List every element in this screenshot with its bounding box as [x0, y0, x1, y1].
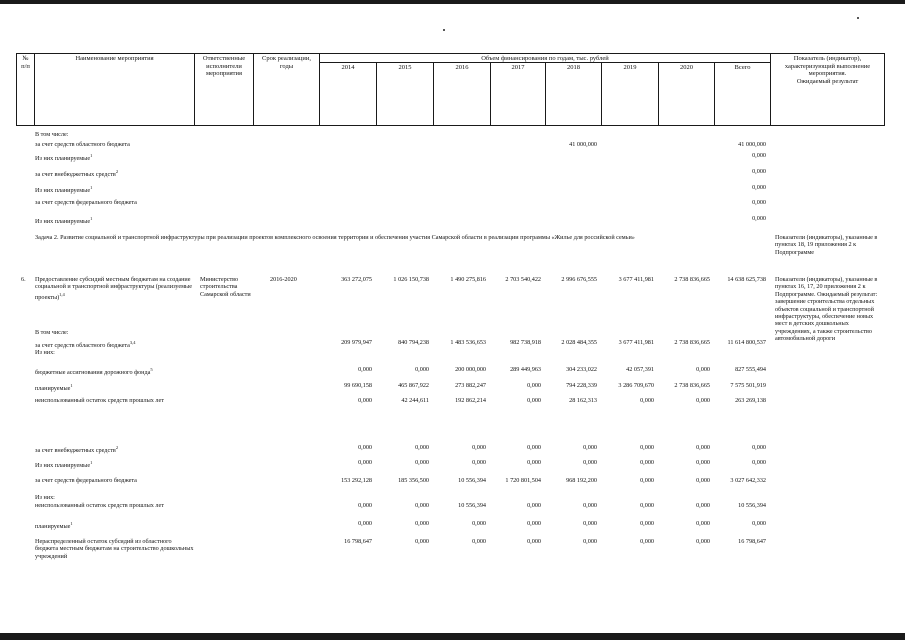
task2-heading: Задача 2. Развитие социальной и транспортной инфраструктуры при реализации проектов комплексного освоения территории и обеспечения участия Самарской области в реализации программы «Жилье для российской семьи» [35, 234, 635, 241]
scan-top-edge [0, 0, 905, 4]
value-total: 41 000,000 [738, 141, 766, 148]
value-year: 0,000 [696, 538, 710, 545]
value-year: 0,000 [527, 520, 541, 527]
value-year: 0,000 [527, 538, 541, 545]
task2-indicator: Показатели (индикаторы), указанные в пунктах 18, 19 приложения 2 к Подпрограмме [775, 234, 878, 256]
value-year: 0,000 [472, 459, 486, 466]
row-label: Из них планируемые$^1$ [35, 153, 93, 163]
value-year: 0,000 [640, 444, 654, 451]
value-total: 827 555,494 [735, 366, 766, 373]
value-year: 0,000 [358, 502, 372, 509]
value-year: 42 057,391 [626, 366, 654, 373]
header-year: 2015 [398, 64, 412, 71]
value-year: 28 162,313 [569, 397, 597, 404]
value-year: 840 794,238 [398, 339, 429, 346]
value-year: 0,000 [415, 459, 429, 466]
value-year: 0,000 [583, 459, 597, 466]
item6-name: Предоставление субсидий местным бюджетам на создание социальной и транспортной инфраструктуры (реализуемые проекты)$^{1,4}$ [35, 276, 192, 301]
value-total: 0,000 [752, 168, 766, 175]
value-year: 0,000 [640, 397, 654, 404]
row-label: за счет средств федерального бюджета [35, 199, 137, 206]
value-year: 0,000 [472, 520, 486, 527]
value-total: 0,000 [752, 184, 766, 191]
value-year: 968 192,200 [566, 477, 597, 484]
row-label: за счет средств федерального бюджета [35, 477, 137, 484]
scan-bottom-edge [0, 633, 905, 640]
header-year: 2016 [455, 64, 469, 71]
row-label: Из них планируемые$^1$ [35, 185, 93, 195]
header-term: Срок реализации, годы [261, 55, 311, 70]
value-year: 3 677 411,981 [618, 339, 654, 346]
header-year: 2020 [680, 64, 693, 71]
value-year: 0,000 [640, 502, 654, 509]
value-year: 0,000 [527, 382, 541, 389]
value-year: 273 882,247 [455, 382, 486, 389]
value-year: 0,000 [472, 538, 486, 545]
header-executor: Ответственные исполнители мероприятия [202, 55, 246, 77]
value-total: 0,000 [752, 444, 766, 451]
value-year: 0,000 [527, 397, 541, 404]
value-year: 0,000 [583, 520, 597, 527]
value-total: 7 575 501,919 [730, 382, 766, 389]
value-year: 0,000 [358, 397, 372, 404]
value-year: 982 738,918 [510, 339, 541, 346]
header-name: Наименование мероприятия [75, 55, 154, 62]
value-year: 3 286 709,670 [618, 382, 654, 389]
header-year: 2019 [623, 64, 637, 71]
row-label: за счет внебюджетных средств$^2$ [35, 445, 119, 455]
value-year: 10 556,394 [458, 477, 486, 484]
row-label: за счет средств областного бюджета [35, 141, 130, 148]
row-label: неиспользованный остаток средств прошлых лет [35, 397, 164, 404]
row-label: Из них планируемые$^1$ [35, 216, 93, 226]
value-year: 209 979,947 [341, 339, 372, 346]
value-year: 0,000 [527, 459, 541, 466]
value-year: 99 690,158 [344, 382, 372, 389]
row-label: за счет внебюджетных средств$^2$ [35, 169, 119, 179]
row-label: неиспользованный остаток средств прошлых лет [35, 502, 164, 509]
row-label: В том числе: [35, 329, 69, 336]
value-year: 0,000 [696, 459, 710, 466]
value-year: 0,000 [696, 502, 710, 509]
value-year: 0,000 [415, 520, 429, 527]
row-label: планируемые$^1$ [35, 521, 73, 531]
value-year: 2 996 676,555 [561, 276, 597, 283]
value-total: 16 798,647 [738, 538, 766, 545]
header-year: 2018 [567, 64, 580, 71]
value-year: 0,000 [472, 444, 486, 451]
value-year: 0,000 [358, 444, 372, 451]
header-year: 2017 [511, 64, 525, 71]
value-year: 465 867,922 [398, 382, 429, 389]
value-year: 0,000 [358, 459, 372, 466]
value-year: 192 862,214 [455, 397, 486, 404]
value-year: 42 244,611 [401, 397, 429, 404]
value-total: 0,000 [752, 459, 766, 466]
value-year: 10 556,394 [458, 502, 486, 509]
value-year: 0,000 [358, 520, 372, 527]
header-funding: Объем финансирования по годам, тыс. рублей [481, 55, 609, 62]
value-year: 0,000 [696, 366, 710, 373]
header-total: Всего [734, 64, 751, 71]
header-indicator: Показатель (индикатор), характеризующий выполнение мероприятия. Ожидаемый результат [784, 55, 871, 85]
value-year: 1 720 801,504 [505, 477, 541, 484]
value-year: 2 703 540,422 [505, 276, 541, 283]
value-year: 363 272,075 [341, 276, 372, 283]
value-year: 0,000 [527, 444, 541, 451]
value-total: 14 638 625,738 [727, 276, 766, 283]
value-year: 0,000 [640, 520, 654, 527]
scan-speck [443, 29, 445, 31]
value-year: 0,000 [696, 520, 710, 527]
row-label: бюджетные ассигнования дорожного фонда$^5$ [35, 367, 153, 377]
value-year: 185 356,500 [398, 477, 429, 484]
value-2018: 41 000,000 [569, 141, 597, 148]
value-year: 2 738 836,665 [674, 382, 710, 389]
value-year: 0,000 [415, 538, 429, 545]
value-total: 11 614 800,537 [727, 339, 766, 346]
row-label: В том числе: [35, 131, 69, 138]
value-total: 3 027 642,332 [730, 477, 766, 484]
value-year: 16 798,647 [344, 538, 372, 545]
value-total: 0,000 [752, 152, 766, 159]
value-year: 3 677 411,981 [618, 276, 654, 283]
value-year: 794 228,339 [566, 382, 597, 389]
row-label: за счет средств областного бюджета$^{3,4}$ [35, 340, 136, 350]
item6-term: 2016-2020 [270, 276, 297, 283]
value-total: 0,000 [752, 520, 766, 527]
value-year: 304 233,022 [566, 366, 597, 373]
row-label: Из них: [35, 349, 55, 356]
value-year: 0,000 [358, 366, 372, 373]
header-number: № п/п [21, 55, 30, 70]
value-year: 0,000 [583, 502, 597, 509]
item6-executor: Министерство строительства Самарской области [200, 276, 251, 298]
row-label: планируемые$^1$ [35, 383, 73, 393]
value-total: 0,000 [752, 215, 766, 222]
value-year: 0,000 [415, 444, 429, 451]
value-total: 0,000 [752, 199, 766, 206]
value-year: 0,000 [415, 366, 429, 373]
row-label: Нераспределенный остаток субсидий из областного бюджета местным бюджетам на строительство дошкольных учреждений [35, 538, 194, 560]
value-year: 1 483 536,653 [450, 339, 486, 346]
value-year: 200 000,000 [455, 366, 486, 373]
value-year: 1 026 150,738 [393, 276, 429, 283]
value-year: 2 028 484,355 [561, 339, 597, 346]
value-year: 1 490 275,816 [450, 276, 486, 283]
value-year: 0,000 [640, 459, 654, 466]
value-year: 0,000 [583, 444, 597, 451]
row-label: Из них: [35, 494, 55, 501]
value-year: 0,000 [415, 502, 429, 509]
value-year: 0,000 [527, 502, 541, 509]
header-year: 2014 [341, 64, 355, 71]
value-year: 2 738 836,665 [674, 276, 710, 283]
item6-number: 6. [21, 276, 26, 283]
value-total: 263 269,138 [735, 397, 766, 404]
value-year: 0,000 [696, 397, 710, 404]
value-year: 0,000 [696, 477, 710, 484]
value-year: 2 738 836,665 [674, 339, 710, 346]
value-year: 0,000 [696, 444, 710, 451]
value-year: 0,000 [583, 538, 597, 545]
row-label: Из них планируемые$^1$ [35, 460, 93, 470]
item6-indicator: Показатели (индикаторы), указанные в пунктах 16, 17, 20 приложения 2 к Подпрограмме. Ожидаемый результат: завершение строительства отдельных объектов социальной и транспортной инфраструктуры, обеспечение новых мест в детских дошкольных учреждениях, а также строительство автомобильной дороги [775, 276, 878, 343]
scan-speck [857, 17, 859, 19]
value-year: 289 449,963 [510, 366, 541, 373]
value-year: 153 292,128 [341, 477, 372, 484]
value-year: 0,000 [640, 538, 654, 545]
value-total: 10 556,394 [738, 502, 766, 509]
value-year: 0,000 [640, 477, 654, 484]
